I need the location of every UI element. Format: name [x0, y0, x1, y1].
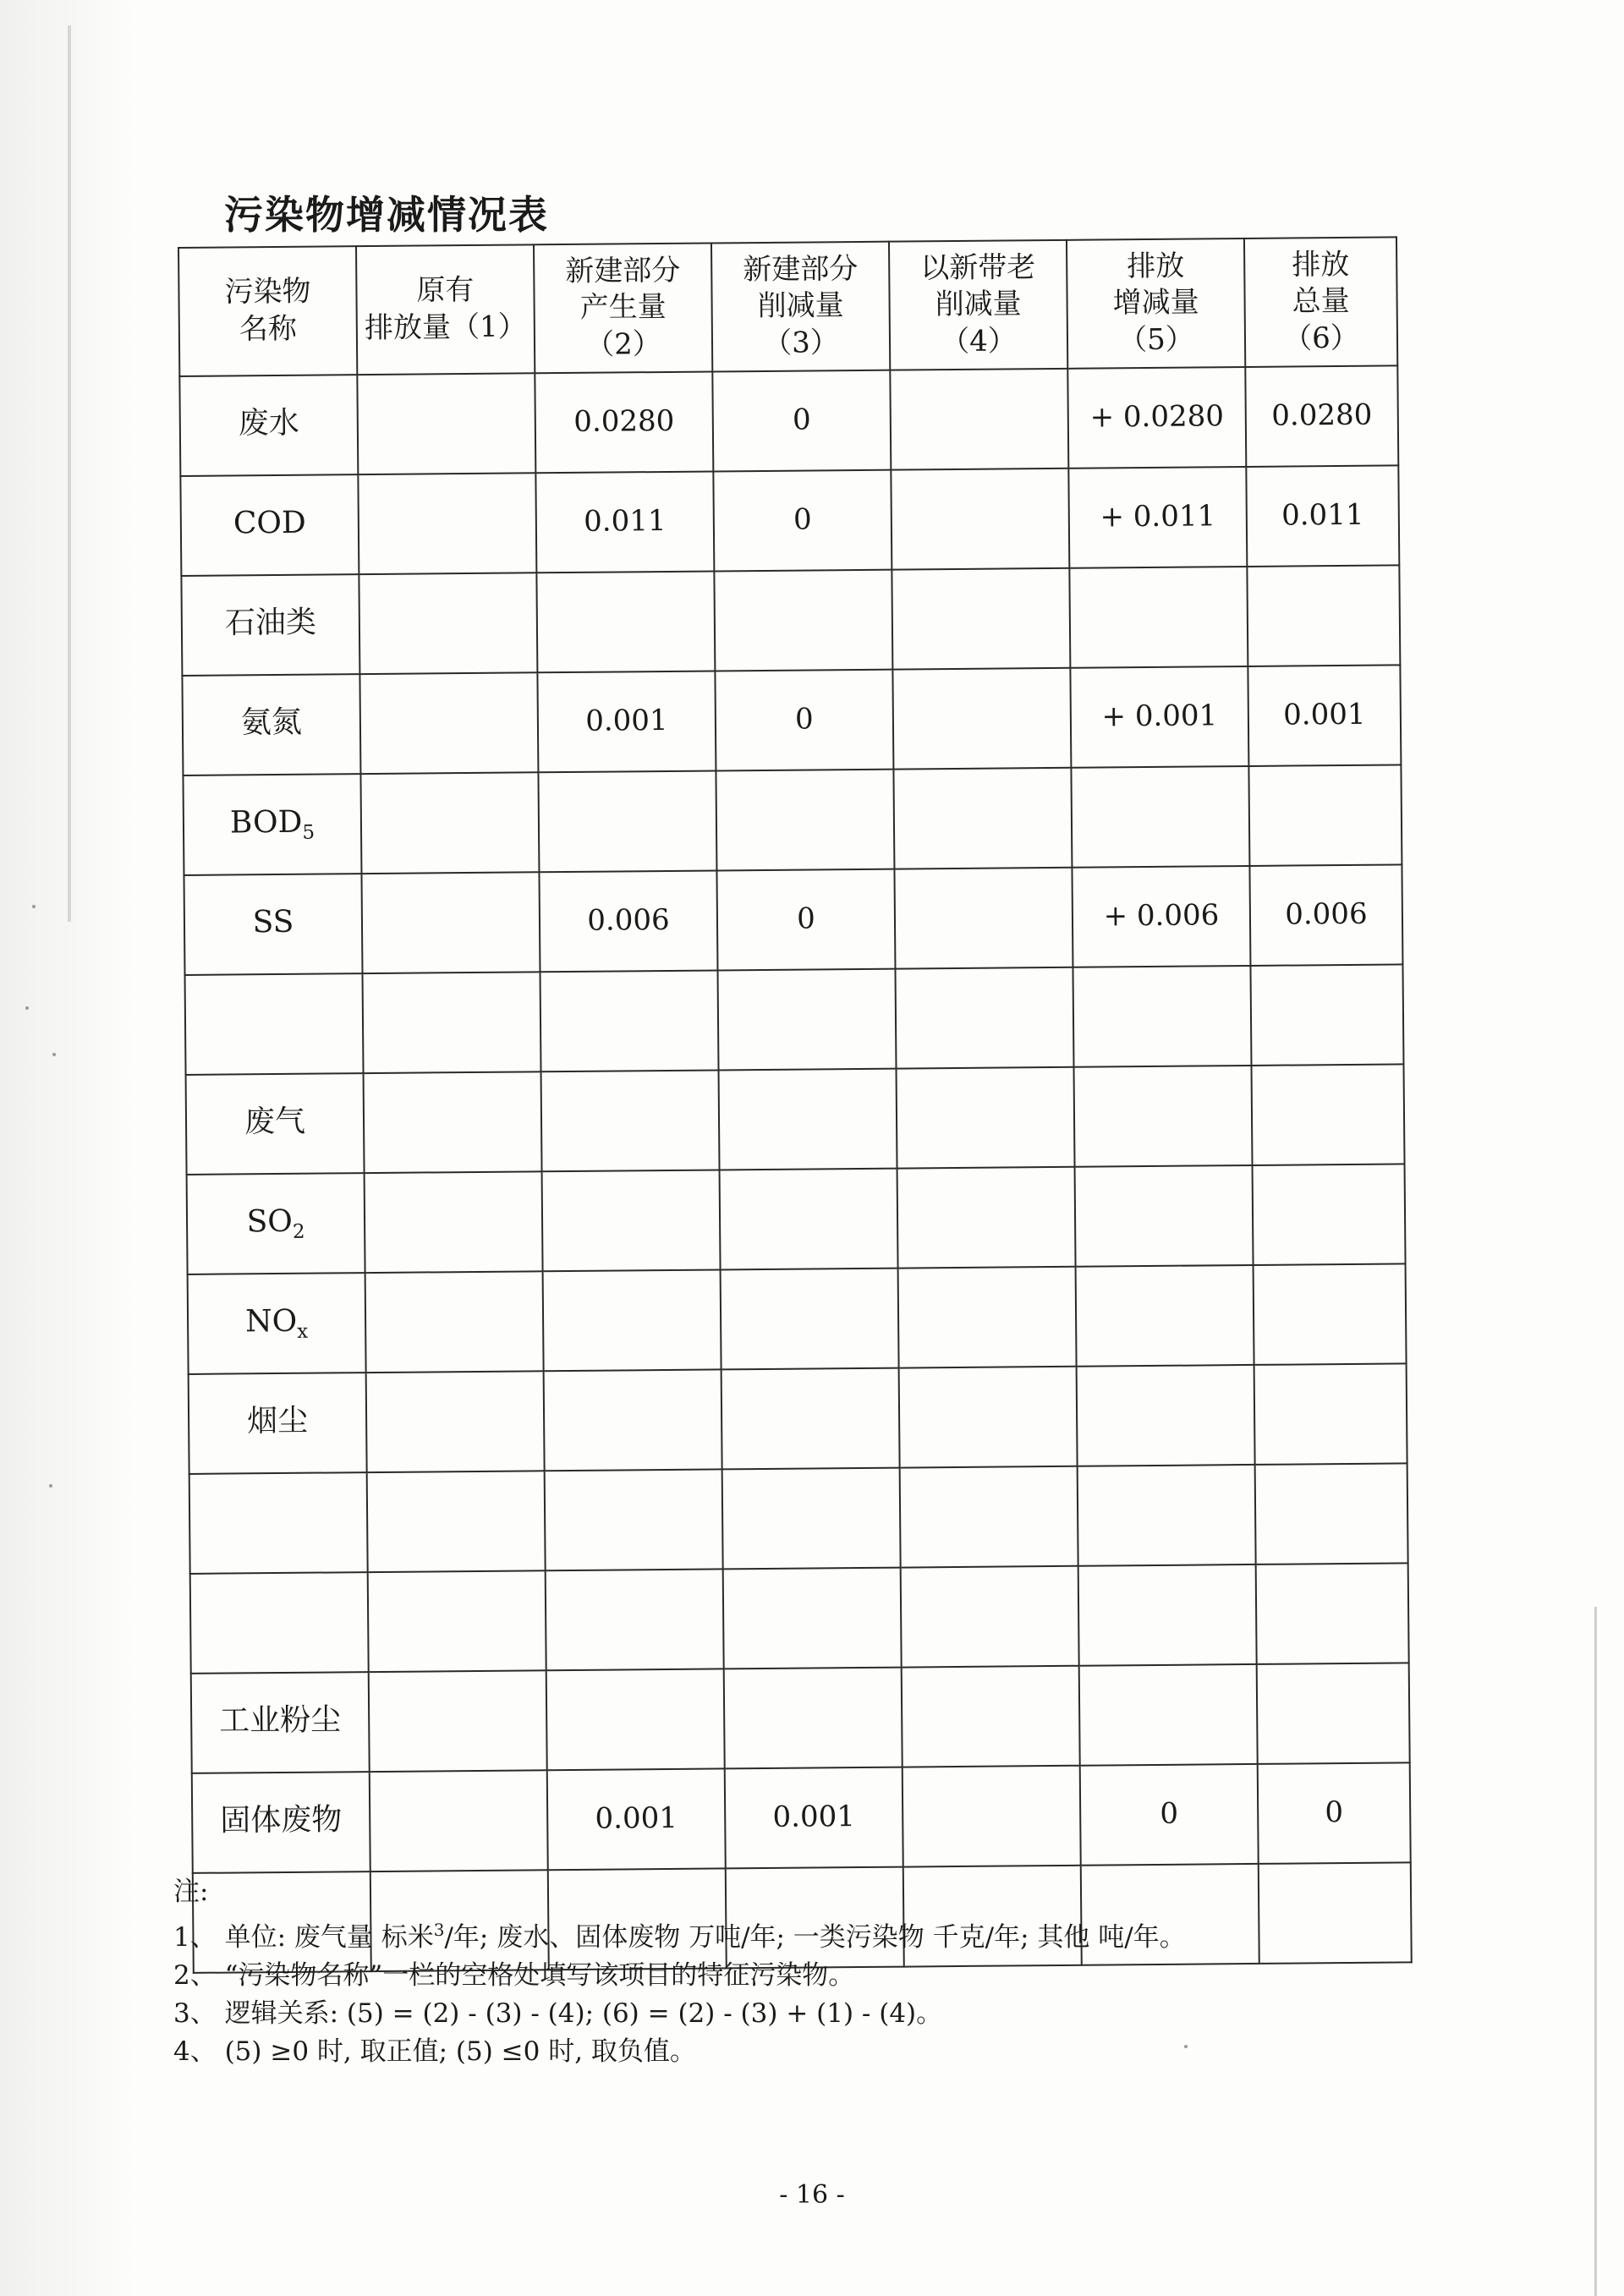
- value-cell: 0.001: [547, 1768, 726, 1870]
- table-row: [179, 365, 1398, 476]
- table-row: [182, 665, 1401, 775]
- value-cell: [716, 770, 894, 871]
- value-cell: [546, 1669, 725, 1770]
- table-row: [187, 1164, 1406, 1274]
- value-cell: [719, 1069, 897, 1170]
- scan-speck: [52, 1053, 56, 1056]
- pollutant-name: 废水: [179, 375, 358, 476]
- pollutant-name: SS: [184, 874, 362, 975]
- column-header-line: 排放量（1）: [364, 310, 527, 346]
- table-row: [184, 864, 1402, 975]
- column-header-line: 原有: [416, 273, 475, 309]
- notes: [173, 1873, 1186, 2071]
- value-cell: [902, 1666, 1080, 1767]
- value-cell: + 0.001: [1070, 666, 1248, 768]
- value-cell: [714, 570, 892, 671]
- value-cell: [1078, 1465, 1256, 1566]
- subscript: x: [297, 1320, 309, 1343]
- value-cell: [543, 1269, 721, 1371]
- value-cell: [1250, 964, 1403, 1066]
- value-cell: [546, 1569, 724, 1670]
- column-header-line: 新建部分: [743, 251, 859, 287]
- value-cell: 0: [1258, 1762, 1411, 1864]
- scan-binding-edge: [68, 25, 71, 922]
- pollutant-name: 氨氮: [182, 674, 360, 775]
- table-row: [183, 764, 1402, 875]
- value-cell: 0.0280: [1245, 365, 1398, 467]
- value-cell: [1248, 764, 1402, 866]
- value-cell: [890, 369, 1068, 470]
- value-cell: [361, 872, 540, 973]
- column-header: [1067, 238, 1245, 369]
- value-cell: [721, 1368, 900, 1470]
- note-4: 4、 (5) ≥0 时, 取正值; (5) ≤0 时, 取负值。: [173, 2036, 696, 2067]
- column-header-line: 削减量: [935, 287, 1022, 322]
- pollutant-name: COD: [180, 474, 359, 576]
- value-cell: [1074, 1066, 1253, 1167]
- value-cell: [1247, 565, 1400, 666]
- table-row: [180, 465, 1399, 576]
- table-row: [181, 565, 1400, 676]
- value-cell: + 0.006: [1072, 866, 1250, 967]
- column-header-line: （2）: [585, 326, 662, 362]
- pollutant-name: 石油类: [181, 574, 359, 676]
- value-cell: [538, 770, 716, 872]
- value-cell: 0.011: [1246, 465, 1399, 567]
- value-cell: [536, 571, 715, 672]
- value-cell: [1079, 1664, 1258, 1766]
- pollutant-name: [190, 1572, 369, 1674]
- page-title: 污染物增减情况表: [224, 192, 549, 238]
- value-cell: [1078, 1564, 1257, 1666]
- value-cell: [897, 1167, 1076, 1269]
- pollutant-table: [178, 236, 1413, 1974]
- value-cell: [723, 1568, 902, 1669]
- value-cell: 0.001: [725, 1767, 903, 1869]
- table-row: [188, 1263, 1407, 1374]
- column-header: [711, 242, 890, 372]
- pollutant-name: [189, 1472, 368, 1574]
- column-header: [534, 243, 712, 373]
- note-3: 3、 逻辑关系: (5) = (2) - (3) - (4); (6) = (2) - (3) + (1) - (4)。: [173, 1998, 943, 2029]
- value-cell: [892, 668, 1071, 770]
- value-cell: [1075, 1165, 1254, 1267]
- value-cell: [363, 972, 541, 1073]
- value-cell: [366, 1371, 545, 1472]
- column-header-line: （5）: [1118, 322, 1194, 358]
- value-cell: [358, 473, 536, 574]
- value-cell: + 0.0280: [1067, 367, 1246, 469]
- value-cell: [545, 1469, 723, 1570]
- column-header-line: 污染物: [224, 275, 311, 310]
- value-cell: [720, 1169, 898, 1270]
- value-cell: [370, 1770, 548, 1871]
- scan-speck: [25, 1006, 29, 1010]
- value-cell: [542, 1170, 721, 1271]
- note-2: 2、 “污染物名称”一栏的空格处填写该项目的特征污染物。: [173, 1960, 855, 1991]
- value-cell: [724, 1668, 903, 1769]
- value-cell: [540, 970, 718, 1071]
- subscript: 5: [302, 821, 315, 844]
- column-header-line: 以新带老: [920, 249, 1036, 286]
- value-cell: [365, 1171, 543, 1273]
- value-cell: [368, 1570, 546, 1672]
- value-cell: [903, 1766, 1081, 1867]
- pollutant-name: $NO_x$: [188, 1273, 366, 1374]
- value-cell: [894, 868, 1073, 969]
- table-row: [192, 1762, 1411, 1873]
- value-cell: [360, 772, 539, 874]
- pollutant-name: $SO_2$: [187, 1173, 365, 1274]
- pollutant-name: 工业粉尘: [191, 1672, 370, 1773]
- note-1: 1、 单位: 废气量 标米$^3$/年; 废水、固体废物 万吨/年; 一类污染物 千克/年; 其他 吨/年。: [173, 1920, 1186, 1953]
- table-row: [189, 1363, 1407, 1474]
- value-cell: [717, 969, 896, 1071]
- value-cell: [1257, 1663, 1410, 1764]
- superscript: 3: [433, 1920, 445, 1940]
- value-cell: [891, 469, 1069, 570]
- column-header-line: 排放: [1292, 247, 1350, 282]
- column-header-line: （6）: [1282, 321, 1359, 356]
- table-row: [189, 1463, 1408, 1574]
- column-header-line: 削减量: [757, 288, 844, 324]
- table-row: [186, 1064, 1405, 1175]
- value-cell: 0.0280: [535, 371, 713, 473]
- pollutant-name: [185, 973, 364, 1075]
- value-cell: [1251, 1064, 1404, 1165]
- value-cell: [1255, 1463, 1408, 1564]
- column-header-line: 增减量: [1112, 285, 1199, 321]
- column-header-line: 新建部分: [565, 253, 681, 288]
- value-cell: [901, 1566, 1079, 1668]
- value-cell: 0.006: [539, 870, 717, 972]
- table-row: [191, 1663, 1410, 1773]
- value-cell: [1071, 766, 1249, 868]
- value-cell: [1253, 1164, 1406, 1265]
- value-cell: [900, 1466, 1078, 1568]
- column-header: [356, 244, 535, 375]
- pollutant-name: $BOD_5$: [183, 774, 361, 875]
- value-cell: [541, 1070, 720, 1171]
- value-cell: [1254, 1263, 1407, 1365]
- column-header: [1244, 237, 1397, 367]
- column-header-line: 排放: [1127, 249, 1185, 283]
- value-cell: [893, 768, 1072, 869]
- value-cell: [544, 1369, 722, 1471]
- column-header-line: 产生量: [579, 290, 667, 326]
- header-row: [178, 237, 1397, 376]
- pollutant-name: 固体废物: [192, 1772, 370, 1873]
- value-cell: [1254, 1363, 1407, 1465]
- value-cell: [721, 1269, 899, 1370]
- value-cell: [359, 672, 538, 774]
- value-cell: [364, 1071, 542, 1173]
- column-header-line: 名称: [239, 311, 298, 347]
- subscript: 2: [292, 1220, 305, 1243]
- value-cell: [1073, 966, 1251, 1067]
- table-row: [185, 964, 1404, 1075]
- value-cell: [1069, 567, 1248, 668]
- column-header: [178, 246, 357, 376]
- notes-label: 注:: [173, 1877, 209, 1907]
- column-header-line: （3）: [763, 325, 840, 360]
- value-cell: [357, 373, 535, 474]
- value-cell: 0: [715, 670, 893, 771]
- value-cell: [899, 1367, 1078, 1468]
- table-row: [190, 1563, 1409, 1674]
- pollutant-name: 烟尘: [189, 1373, 367, 1474]
- value-cell: 0.006: [1249, 864, 1402, 966]
- scan-speck: [32, 905, 36, 908]
- value-cell: [897, 1067, 1075, 1169]
- column-header-line: 总量: [1292, 284, 1350, 319]
- value-cell: [359, 573, 537, 674]
- column-header: [889, 240, 1067, 370]
- value-cell: [369, 1670, 547, 1772]
- value-cell: 0: [713, 470, 892, 572]
- value-cell: 0.001: [537, 671, 716, 772]
- value-cell: [1077, 1365, 1255, 1466]
- value-cell: [367, 1471, 546, 1572]
- value-cell: [365, 1271, 544, 1373]
- column-header-line: （4）: [941, 324, 1017, 359]
- value-cell: [892, 568, 1070, 670]
- value-cell: 0.011: [535, 471, 714, 573]
- pollutant-name: 废气: [186, 1073, 365, 1175]
- value-cell: [895, 967, 1073, 1069]
- value-cell: [1259, 1862, 1412, 1964]
- table-body: [179, 365, 1411, 1972]
- scan-speck: [49, 1484, 52, 1488]
- value-cell: [1076, 1265, 1254, 1367]
- value-cell: 0: [716, 869, 895, 971]
- page-number: - 16 -: [779, 2180, 845, 2210]
- value-cell: [1256, 1563, 1409, 1664]
- value-cell: 0: [1080, 1764, 1259, 1866]
- value-cell: [722, 1468, 901, 1570]
- value-cell: 0.001: [1248, 665, 1401, 766]
- value-cell: [898, 1267, 1077, 1368]
- value-cell: + 0.011: [1068, 467, 1247, 568]
- value-cell: 0: [712, 370, 891, 472]
